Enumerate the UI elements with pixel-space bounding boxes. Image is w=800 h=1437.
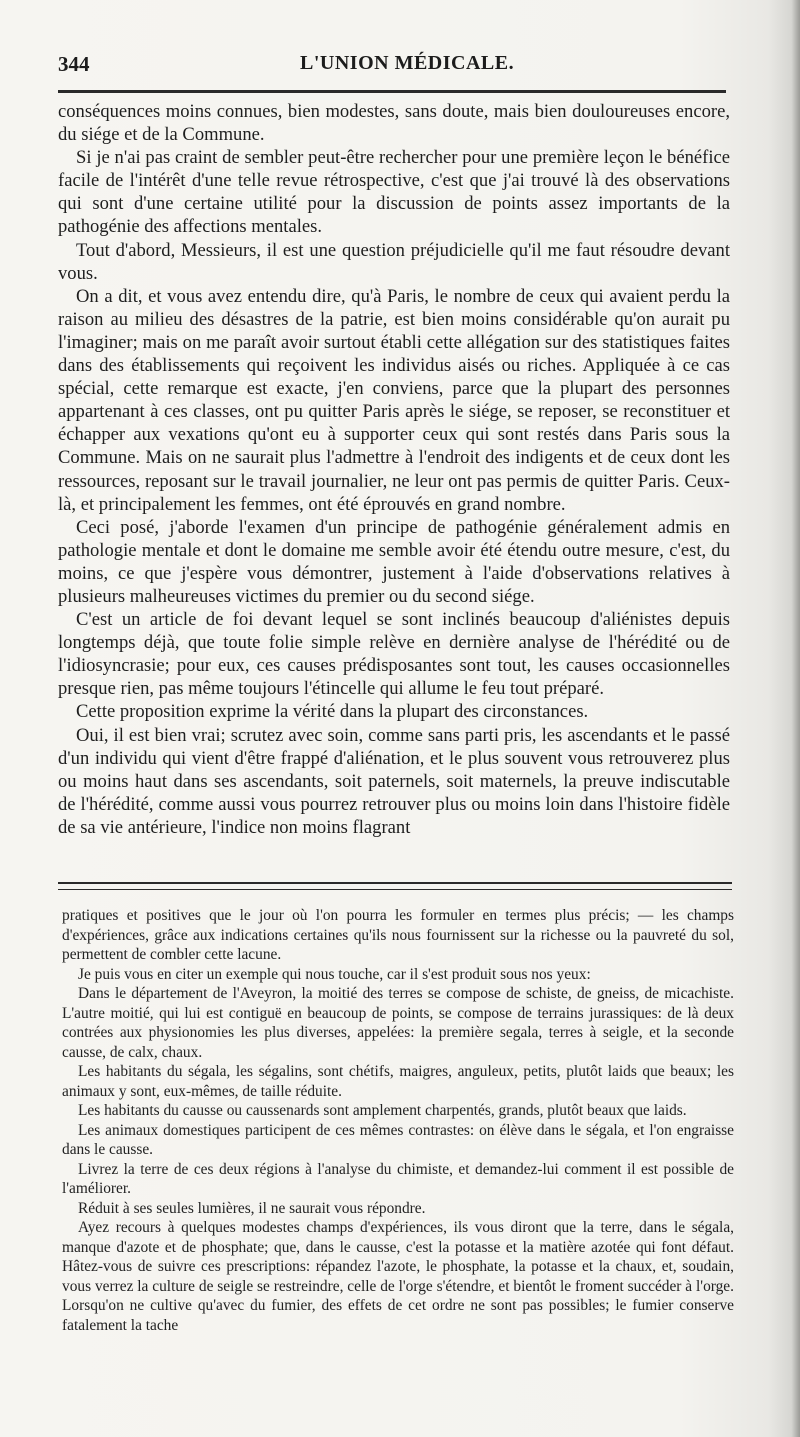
main-text: [58, 100, 730, 839]
footnote-paragraph: pratiques et positives que le jour où l'on pourra les formuler en termes plus précis; — les champs d'expériences, grâce aux indications certaines qu'ils nous fournissent sur la richesse ou la pauvreté du sol, permettent de combler cette lacune.: [62, 907, 734, 963]
paragraph: C'est un article de foi devant lequel se sont inclinés beaucoup d'aliénistes depuis longtemps déjà, que toute folie simple relève en dernière analyse de l'hérédité ou de l'idiosyncrasie; pour eux, ces causes prédisposantes sont tout, les causes occasionnelles presque rien, pas même toujours l'étincelle qui allume le feu tout préparé.: [58, 609, 730, 700]
page-edge-shadow: [791, 0, 800, 1437]
footnote-paragraph: Ayez recours à quelques modestes champs d'expériences, ils vous diront que la terre, dans le ségala, manque d'azote et de phosphate; que, dans le causse, c'est la potasse et la matière azotée qui font défaut. Hâtez-vous de suivre ces prescriptions: répandez l'azote, le phosphate, la potasse et la chaux, et, soudain, vous verrez la culture de seigle se restreindre, celle de l'orge s'étendre, et bientôt le froment succéder à l'orge. Lorsqu'on ne cultive qu'avec du fumier, des effets de cet ordre ne sont pas possibles; le fumier conserve fatalement la tache: [62, 1219, 734, 1334]
footnote-paragraph: Les habitants du ségala, les ségalins, sont chétifs, maigres, anguleux, petits, plutôt laids que beaux; les animaux y sont, eux-mêmes, de taille réduite.: [62, 1063, 734, 1100]
header-rule: [58, 90, 726, 93]
footnote-rule: [58, 882, 732, 890]
paragraph: Ceci posé, j'aborde l'examen d'un principe de pathogénie généralement admis en pathologie mentale et dont le domaine me semble avoir été étendu outre mesure, c'est, du moins, ce que j'espère vous démontrer, justement à l'aide d'observations relatives à plusieurs malheureuses victimes du premier ou du second siége.: [58, 516, 730, 607]
paragraph: Si je n'ai pas craint de sembler peut-être rechercher pour une première leçon le bénéfice facile de l'intérêt d'une telle revue rétrospective, c'est que j'ai trouvé là des observations qui sont d'une certaine utilité pour la discussion de points assez importants de la pathogénie des affections mentales.: [58, 147, 730, 238]
footnote-paragraph: Dans le département de l'Aveyron, la moitié des terres se compose de schiste, de gneiss, de micachiste. L'autre moitié, qui lui est contiguë en beaucoup de points, se compose de terrains jurassiques: de là deux contrées aux physionomies les plus diverses, appelées: la première segala, terres à seigle, et la seconde causse, de calx, chaux.: [62, 985, 734, 1061]
paragraph: On a dit, et vous avez entendu dire, qu'à Paris, le nombre de ceux qui avaient perdu la raison au milieu des désastres de la patrie, est bien moins considérable qu'on aurait pu l'imaginer; mais on me paraît avoir surtout établi cette allégation sur des statistiques faites dans des établissements qui reçoivent les individus aisés ou riches. Appliquée à ce cas spécial, cette remarque est exacte, j'en conviens, parce que la plupart des personnes appartenant à ces classes, ont pu quitter Paris après le siége, se reposer, se reconstituer et échapper aux vexations qu'ont eu à supporter ceux qui sont restés dans Paris sous la Commune. Mais on ne saurait plus l'admettre à l'endroit des indigents et de ceux dont les ressources, reposant sur le travail journalier, ne leur ont pas permis de quitter Paris. Ceux-là, et principalement les femmes, ont été éprouvés en grand nombre.: [58, 285, 730, 515]
footnote-paragraph: Réduit à ses seules lumières, il ne saurait vous répondre.: [78, 1199, 426, 1217]
footnote-paragraph: Livrez la terre de ces deux régions à l'analyse du chimiste, et demandez-lui comment il est possible de l'améliorer.: [62, 1160, 734, 1197]
footnote-paragraph: Les animaux domestiques participent de ces mêmes contrastes: on élève dans le ségala, et l'on engraisse dans le causse.: [62, 1121, 734, 1158]
footnote: [62, 906, 734, 1335]
paragraph: Oui, il est bien vrai; scrutez avec soin, comme sans parti pris, les ascendants et le passé d'un individu qui vient d'être frappé d'aliénation, et le plus souvent vous retrouverez plus ou moins haut dans ses ascendants, soit paternels, soit maternels, la preuve indiscutable de l'hérédité, comme aussi vous pourrez retrouver plus ou moins loin dans l'histoire fidèle de sa vie antérieure, l'indice non moins flagrant: [58, 724, 730, 838]
running-title: L'UNION MÉDICALE.: [300, 52, 515, 74]
footnote-paragraph: Je puis vous en citer un exemple qui nous touche, car il s'est produit sous nos yeux:: [78, 965, 591, 983]
page-number: 344: [58, 52, 90, 76]
paragraph: conséquences moins connues, bien modestes, sans doute, mais bien douloureuses encore, du siége et de la Commune.: [58, 101, 730, 146]
page-header: [58, 52, 730, 82]
paragraph: Tout d'abord, Messieurs, il est une question préjudicielle qu'il me faut résoudre devant vous.: [58, 239, 730, 284]
footnote-paragraph: Les habitants du causse ou caussenards sont amplement charpentés, grands, plutôt beaux que laids.: [78, 1102, 687, 1119]
paragraph: Cette proposition exprime la vérité dans la plupart des circonstances.: [76, 701, 589, 723]
